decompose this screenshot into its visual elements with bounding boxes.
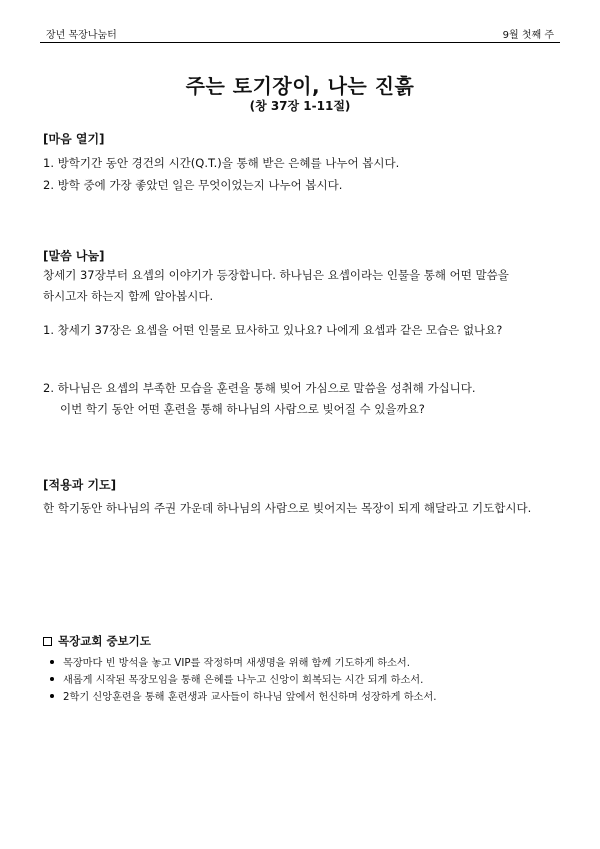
opening-item-1: 1. 방학기간 동안 경건의 시간(Q.T.)을 통해 받은 은혜를 나누어 봅시다. [43, 156, 400, 170]
word-question-2-line-2: 이번 학기 동안 어떤 훈련을 통해 하나님의 사람으로 빚어질 수 있을까요? [60, 402, 425, 416]
header-left-text: 장년 목장나눔터 [46, 30, 117, 41]
page-title: 주는 토기장이, 나는 진흙 [185, 74, 415, 98]
prayer-item-2 [50, 671, 423, 686]
section-heading-opening: [마음 열기] [43, 132, 105, 146]
bullet-icon [50, 694, 54, 698]
prayer-item-text: 2학기 신앙훈련을 통해 훈련생과 교사들이 하나님 앞에서 헌신하며 성장하게 하소서. [63, 692, 437, 703]
page-header [40, 24, 560, 43]
section-heading-apply: [적용과 기도] [43, 478, 117, 492]
word-intro-line-2: 하시고자 하는지 함께 알아봅시다. [43, 289, 214, 303]
page-subtitle: (창 37장 1-11절) [249, 99, 351, 113]
prayer-item-text: 새롭게 시작된 목장모임을 통해 은혜를 나누고 신앙이 회복되는 시간 되게 하소서. [63, 675, 424, 686]
checkbox-square-icon [43, 637, 52, 646]
prayer-item-1 [50, 654, 410, 669]
prayer-item-3 [50, 688, 436, 703]
word-question-1: 1. 창세기 37장은 요셉을 어떤 인물로 묘사하고 있나요? 나에게 요셉과 같은 모습은 없나요? [43, 323, 503, 337]
section-heading-word: [말씀 나눔] [43, 249, 105, 263]
prayer-item-text: 목장마다 빈 방석을 놓고 VIP를 작정하며 새생명을 위해 함께 기도하게 하소서. [63, 658, 410, 669]
bullet-icon [50, 677, 54, 681]
bullet-icon [50, 660, 54, 664]
opening-item-2: 2. 방학 중에 가장 좋았던 일은 무엇이었는지 나누어 봅시다. [43, 178, 343, 192]
apply-text: 한 학기동안 하나님의 주권 가운데 하나님의 사람으로 빚어지는 목장이 되게 해달라고 기도합시다. [43, 501, 532, 515]
word-intro-line-1: 창세기 37장부터 요셉의 이야기가 등장합니다. 하나님은 요셉이라는 인물을 통해 어떤 말씀을 [43, 268, 509, 282]
prayer-heading-text: 목장교회 중보기도 [58, 634, 151, 648]
header-right-text: 9월 첫째 주 [502, 30, 554, 41]
prayer-heading [43, 633, 151, 649]
word-question-2-line-1: 2. 하나님은 요셉의 부족한 모습을 훈련을 통해 빚어 가심으로 말씀을 성취해 가십니다. [43, 381, 476, 395]
